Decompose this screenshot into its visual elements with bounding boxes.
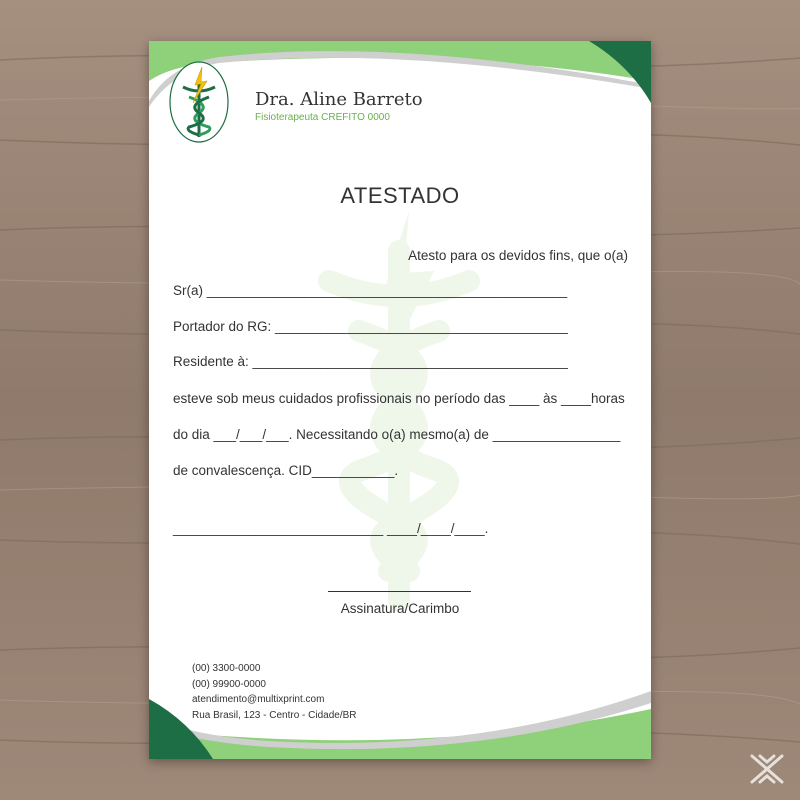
contact-phone-2: (00) 99900-0000: [192, 679, 266, 690]
document-title: ATESTADO: [340, 183, 460, 208]
body-line-6: do dia ___/___/___. Necessitando o(a) mesmo(a) de _________________: [173, 427, 621, 442]
signature-line: [328, 591, 471, 592]
doctor-name: Dra. Aline Barreto: [255, 89, 423, 110]
contact-address: Rua Brasil, 123 - Centro - Cidade/BR: [192, 710, 357, 721]
caduceus-lightning-icon: [169, 61, 229, 143]
body-line-2: Sr(a) ________________________________________________: [173, 283, 568, 298]
body-line-7: de convalescença. CID___________.: [173, 463, 399, 478]
contact-phone-1: (00) 3300-0000: [192, 663, 261, 674]
contact-email: atendimento@multixprint.com: [192, 694, 325, 705]
signature-label: Assinatura/Carimbo: [340, 601, 460, 616]
multixprint-x-icon: [748, 752, 786, 786]
body-line-3: Portador do RG: _______________________________________: [173, 319, 568, 334]
body-line-5: esteve sob meus cuidados profissionais no período das ____ às ____horas: [173, 391, 625, 406]
certificate-sheet: [149, 41, 651, 759]
place-date-line: ____________________________ ____/____/____.: [173, 521, 489, 536]
caduceus-watermark-icon: [289, 211, 509, 611]
body-line-4: Residente à: __________________________________________: [173, 354, 568, 369]
doctor-credential: Fisioterapeuta CREFITO 0000: [255, 112, 390, 123]
body-line-1: Atesto para os devidos fins, que o(a): [408, 248, 628, 263]
